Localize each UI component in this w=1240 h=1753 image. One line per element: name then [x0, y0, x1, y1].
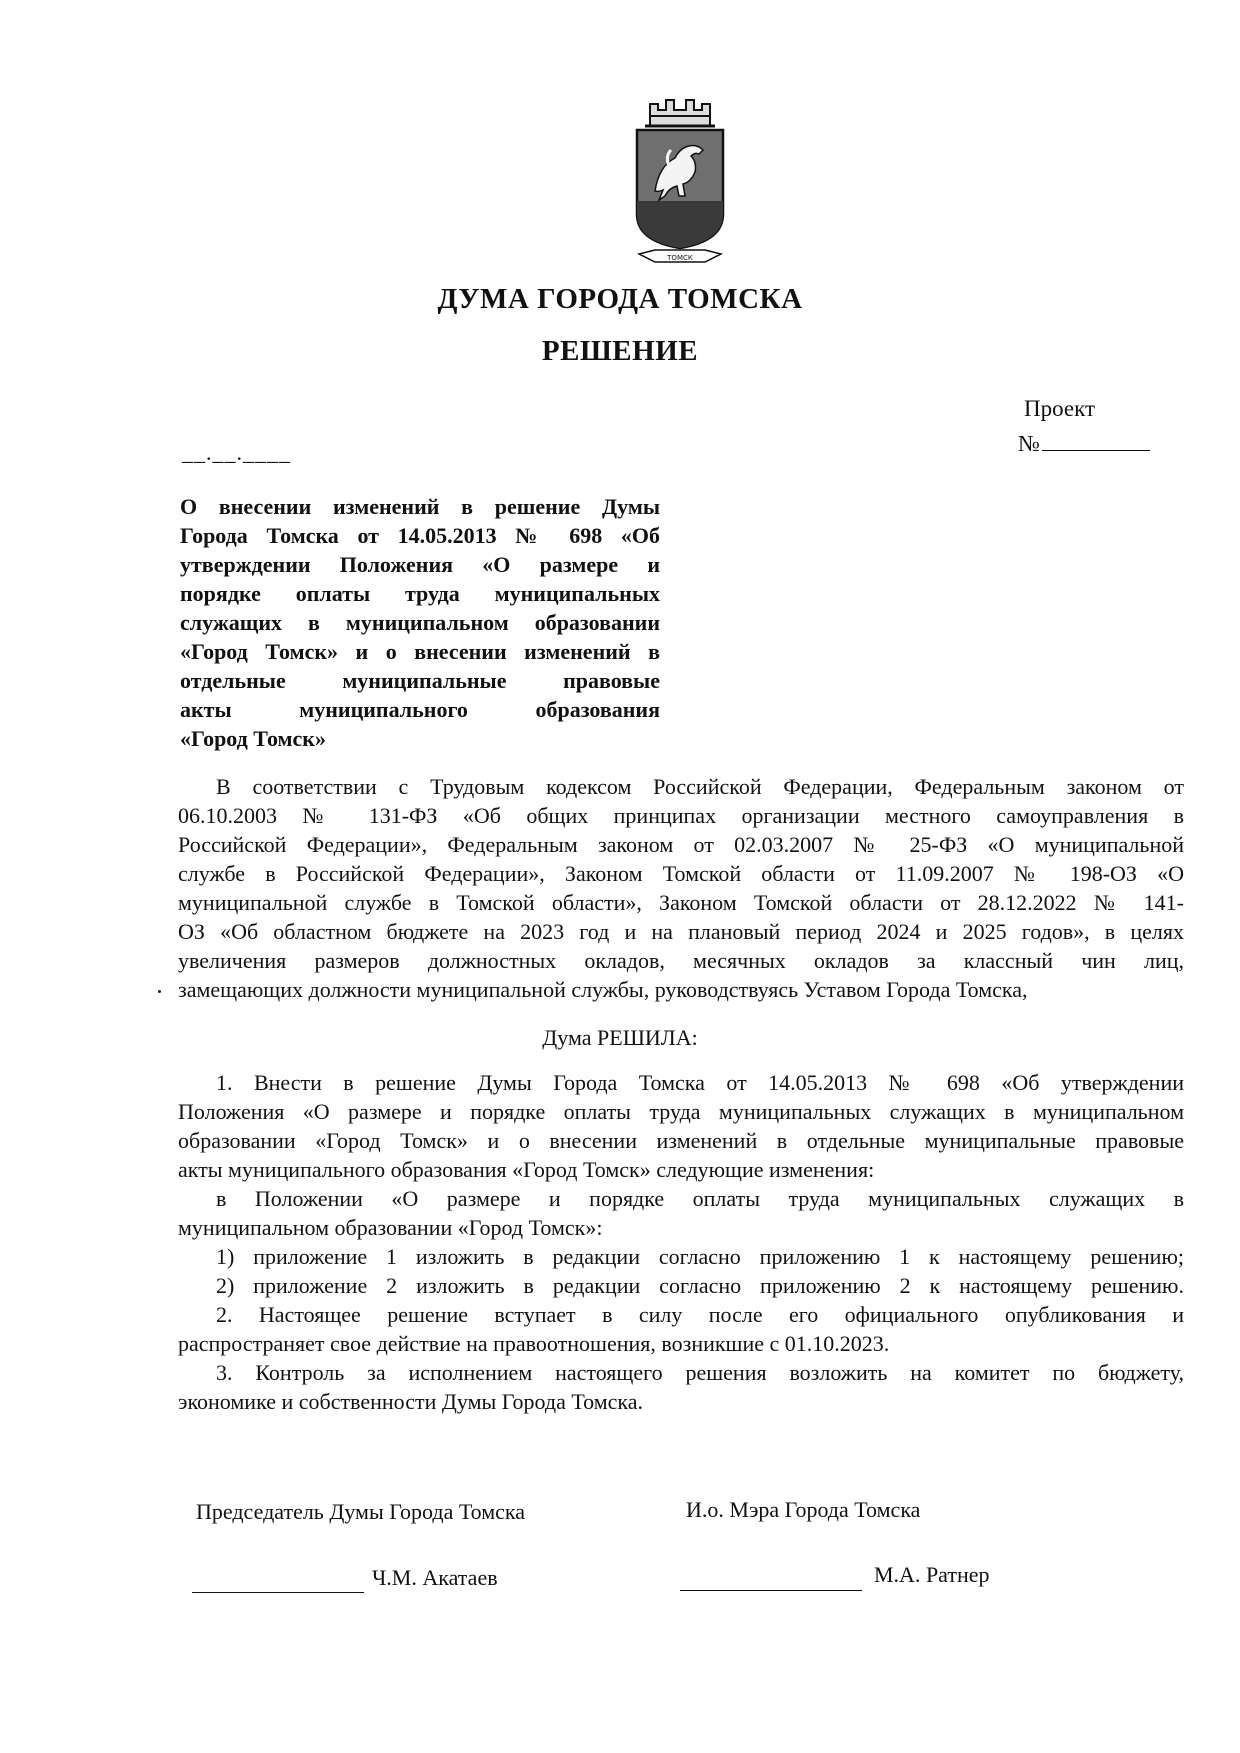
date-blank: __.__.____	[182, 440, 291, 465]
doc-subject	[180, 492, 660, 753]
resolution-items	[178, 1068, 1184, 1416]
scan-speck	[158, 990, 161, 993]
subject-line: отдельные муниципальные правовые	[180, 668, 660, 693]
item-line: образовании «Город Томск» и о внесении изменений в отдельные муниципальные правовые	[178, 1128, 1184, 1153]
draft-number-blank	[1042, 428, 1150, 451]
item-line: 2. Настоящее решение вступает в силу после его официального опубликования и	[216, 1302, 1184, 1327]
draft-label: Проект	[1024, 396, 1096, 421]
item-line: муниципальном образовании «Город Томск»:	[178, 1215, 603, 1240]
item-line: 3. Контроль за исполнением настоящего решения возложить на комитет по бюджету,	[216, 1360, 1184, 1385]
item-line: 1) приложение 1 изложить в редакции согласно приложению 1 к настоящему решению;	[216, 1244, 1184, 1269]
item-line: экономике и собственности Думы Города Томска.	[178, 1389, 644, 1414]
item-line: Положения «О размере и порядке оплаты труда муниципальных служащих в муниципальном	[178, 1099, 1184, 1124]
preamble-line: службе в Российской Федерации», Законом Томской области от 11.09.2007 № 198-ОЗ «О	[178, 861, 1184, 886]
preamble-line: Российской Федерации», Федеральным законом от 02.03.2007 № 25-ФЗ «О муниципальной	[178, 832, 1184, 857]
mayor-signature-line	[680, 1570, 862, 1591]
mayor-title: И.о. Мэра Города Томска	[686, 1497, 921, 1522]
item-line: акты муниципального образования «Город Томск» следующие изменения:	[178, 1157, 875, 1182]
preamble-line: В соответствии с Трудовым кодексом Российской Федерации, Федеральным законом от	[216, 774, 1184, 799]
preamble-line: ОЗ «Об областном бюджете на 2023 год и на плановый период 2024 и 2025 годов», в целях	[178, 919, 1184, 944]
chairman-name: Ч.М. Акатаев	[372, 1565, 498, 1590]
org-title: ДУМА ГОРОДА ТОМСКА	[437, 283, 803, 315]
preamble-line: муниципальной службе в Томской области», Законом Томской области от 28.12.2022 № 141-	[178, 890, 1184, 915]
subject-line: Города Томска от 14.05.2013 № 698 «Об	[180, 523, 660, 548]
ribbon-text: ТОМСК	[667, 254, 693, 262]
draft-number-prefix: №	[1018, 431, 1040, 456]
mayor-name: М.А. Ратнер	[874, 1562, 990, 1587]
item-line: распространяет свое действие на правоотношения, возникшие с 01.10.2023.	[178, 1331, 890, 1356]
subject-line: акты муниципального образования	[180, 697, 660, 722]
preamble-line: 06.10.2003 № 131-ФЗ «Об общих принципах организации местного самоуправления в	[178, 803, 1184, 828]
tomsk-coat-of-arms-icon	[625, 96, 735, 271]
chairman-signature-line	[192, 1572, 364, 1593]
resolved-label: Дума РЕШИЛА:	[542, 1025, 698, 1050]
doc-type-title: РЕШЕНИЕ	[541, 335, 699, 367]
item-line: 1. Внести в решение Думы Города Томска от 14.05.2013 № 698 «Об утверждении	[216, 1070, 1184, 1095]
item-line: 2) приложение 2 изложить в редакции согласно приложению 2 к настоящему решению.	[216, 1273, 1184, 1298]
item-line: в Положении «О размере и порядке оплаты труда муниципальных служащих в	[216, 1186, 1184, 1211]
subject-line: порядке оплаты труда муниципальных	[180, 581, 660, 606]
draft-number-field	[1018, 428, 1150, 457]
preamble-line: увеличения размеров должностных окладов, месячных окладов за классный чин лиц,	[178, 948, 1184, 973]
preamble	[178, 772, 1184, 1004]
subject-line: служащих в муниципальном образовании	[180, 610, 660, 635]
subject-line: «Город Томск» и о внесении изменений в	[180, 639, 660, 664]
subject-line: «Город Томск»	[180, 726, 326, 751]
subject-line: утверждении Положения «О размере и	[180, 552, 660, 577]
preamble-line: замещающих должности муниципальной службы, руководствуясь Уставом Города Томска,	[178, 977, 1028, 1002]
subject-line: О внесении изменений в решение Думы	[180, 494, 660, 519]
chairman-title: Председатель Думы Города Томска	[196, 1499, 526, 1524]
